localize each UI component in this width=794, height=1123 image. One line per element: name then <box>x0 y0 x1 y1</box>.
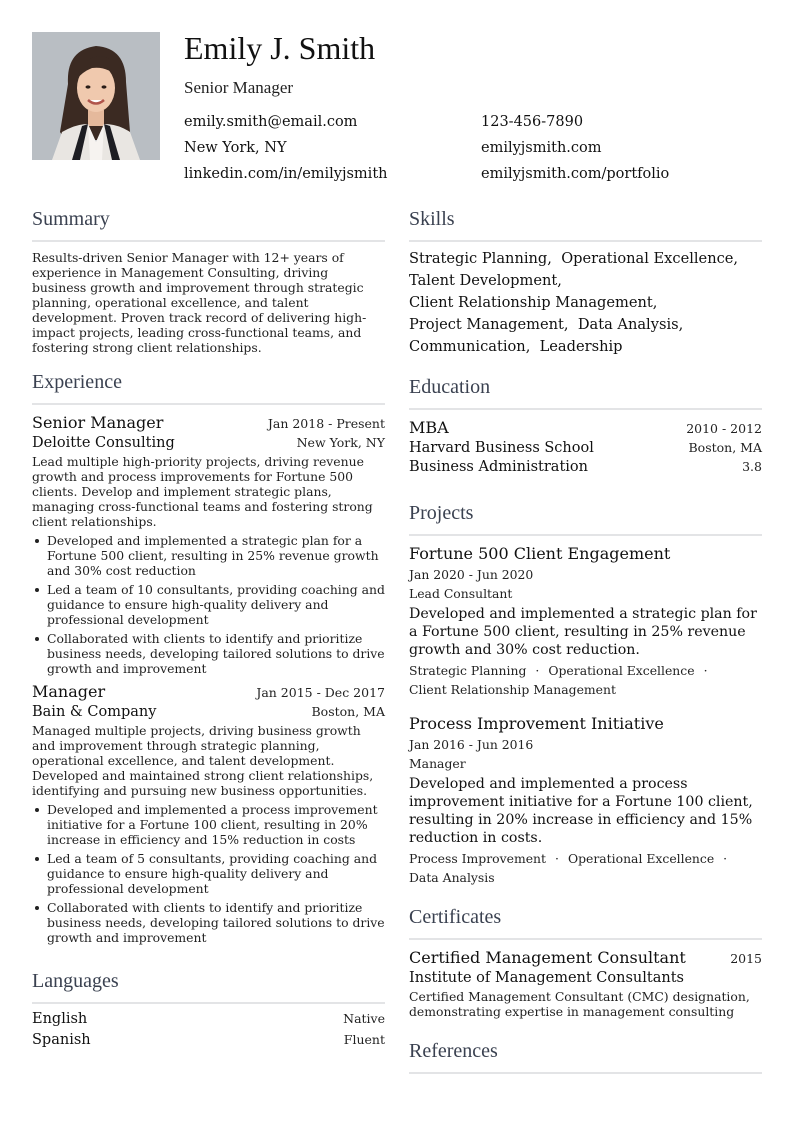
candidate-name: Emily J. Smith <box>184 30 376 66</box>
project-tag: Strategic Planning <box>409 663 527 678</box>
language-level: Fluent <box>343 1032 385 1047</box>
location-text: New York, NY <box>184 140 287 156</box>
project-dates: Jan 2016 - Jun 2016 <box>409 737 534 752</box>
job-title: Manager <box>32 682 106 701</box>
project-description: Developed and implemented a process improvement initiative for a Fortune 100 client, resulting in 20% increase in efficiency and 15% reduction in costs. <box>409 776 753 846</box>
skill-item: Client Relationship Management <box>409 294 653 311</box>
language-item <box>32 1011 385 1027</box>
summary-heading: Summary <box>32 208 110 230</box>
project-tag: Operational Excellence <box>548 663 695 678</box>
language-name: English <box>32 1011 88 1027</box>
skill-item: Strategic Planning <box>409 250 548 267</box>
project-tag: Client Relationship Management <box>409 682 616 697</box>
job-bullet: Developed and implemented a strategic plan for a Fortune 500 client, resulting in 25% revenue growth and 30% cost reduction <box>32 533 385 578</box>
job-title: Senior Manager <box>32 413 164 432</box>
profile-photo <box>32 32 160 160</box>
projects-divider <box>409 534 762 536</box>
skills-heading: Skills <box>409 208 455 230</box>
school-name: Harvard Business School <box>409 440 594 456</box>
job-entry <box>32 413 385 680</box>
project-entry <box>409 544 762 699</box>
language-name: Spanish <box>32 1032 91 1048</box>
language-item <box>32 1032 385 1048</box>
projects-heading: Projects <box>409 502 474 524</box>
job-company: Deloitte Consulting <box>32 435 175 451</box>
languages-heading: Languages <box>32 970 119 992</box>
phone-number[interactable]: 123-456-7890 <box>481 114 584 130</box>
summary-text: Results-driven Senior Manager with 12+ years of experience in Management Consulting, driving business growth and improvement through strategic planning, operational excellence, and talent development. Proven track record of delivering high-impact projects, leading cross-functional teams, and fostering strong client relationships. <box>32 250 367 355</box>
skill-item: Data Analysis <box>577 316 679 333</box>
job-bullets <box>32 533 385 676</box>
project-tag: Process Improvement <box>409 851 546 866</box>
candidate-title: Senior Manager <box>184 78 294 97</box>
job-bullet: Collaborated with clients to identify and prioritize business needs, developing tailored solutions to drive growth and improvement <box>32 631 385 676</box>
skill-item: Leadership <box>539 338 623 355</box>
education-heading: Education <box>409 376 491 398</box>
job-dates: Jan 2018 - Present <box>267 416 385 431</box>
project-tag: Data Analysis <box>409 870 495 885</box>
certificates-divider <box>409 938 762 940</box>
project-tag: Operational Excellence <box>567 851 715 866</box>
job-description: Managed multiple projects, driving business growth and improvement through strategic planning, operational excellence, and talent development. Developed and maintained strong client relationships, identifying and pursuing new business opportunities. <box>32 723 374 798</box>
project-description: Developed and implemented a strategic plan for a Fortune 500 client, resulting in 25% revenue growth and 30% cost reduction. <box>409 606 757 658</box>
skills-list: Strategic Planning, Operational Excellence, Talent Development, Client Relationship Management, Project Management, Data Analysis, Communication, Leadership <box>409 250 739 355</box>
experience-heading: Experience <box>32 371 122 393</box>
language-level: Native <box>343 1011 385 1026</box>
references-heading: References <box>409 1040 498 1062</box>
job-description: Lead multiple high-priority projects, driving revenue growth and process improvements for Fortune 500 clients. Develop and implement strategic plans, managing cross-functional teams and fostering strong client relationships. <box>32 454 373 529</box>
summary-divider <box>32 240 385 242</box>
project-tags: Process Improvement · Operational Excellence · Data Analysis <box>409 851 728 885</box>
job-location: New York, NY <box>296 435 385 450</box>
portrait-image <box>32 32 160 160</box>
project-entry <box>409 714 762 887</box>
job-company: Bain & Company <box>32 704 157 720</box>
portfolio-link[interactable]: emilyjsmith.com/portfolio <box>481 166 670 182</box>
project-role: Manager <box>409 756 466 771</box>
education-entry <box>409 418 762 475</box>
skill-item: Operational Excellence <box>561 250 734 267</box>
job-bullets <box>32 802 385 945</box>
education-divider <box>409 408 762 410</box>
project-tags: Strategic Planning · Operational Excellence · Client Relationship Management <box>409 663 708 697</box>
project-title: Fortune 500 Client Engagement <box>409 544 671 563</box>
project-role: Lead Consultant <box>409 586 513 601</box>
certificate-title: Certified Management Consultant <box>409 948 686 967</box>
job-bullet: Led a team of 5 consultants, providing coaching and guidance to ensure high-quality delivery and professional development <box>32 851 385 896</box>
linkedin-link[interactable]: linkedin.com/in/emilyjsmith <box>184 166 388 182</box>
job-dates: Jan 2015 - Dec 2017 <box>256 685 385 700</box>
school-location: Boston, MA <box>688 440 762 455</box>
field-of-study: Business Administration <box>409 459 588 475</box>
job-bullet: Developed and implemented a process improvement initiative for a Fortune 100 client, resulting in 20% increase in efficiency and 15% reduction in costs <box>32 802 385 847</box>
skill-item: Talent Development <box>409 272 558 289</box>
job-bullet: Collaborated with clients to identify and prioritize business needs, developing tailored solutions to drive growth and improvement <box>32 900 385 945</box>
certificates-heading: Certificates <box>409 906 502 928</box>
certificate-year: 2015 <box>730 951 762 966</box>
email-link[interactable]: emily.smith@email.com <box>184 114 358 130</box>
references-divider <box>409 1072 762 1074</box>
degree-name: MBA <box>409 418 449 437</box>
certificate-entry <box>409 948 762 1019</box>
job-entry <box>32 682 385 949</box>
job-bullet: Led a team of 10 consultants, providing coaching and guidance to ensure high-quality delivery and professional development <box>32 582 385 627</box>
languages-divider <box>32 1002 385 1004</box>
project-dates: Jan 2020 - Jun 2020 <box>409 567 534 582</box>
skill-item: Project Management <box>409 316 564 333</box>
language-list <box>32 1011 385 1048</box>
job-location: Boston, MA <box>311 704 385 719</box>
website-link[interactable]: emilyjsmith.com <box>481 140 602 156</box>
skill-item: Communication <box>409 338 526 355</box>
certificate-description: Certified Management Consultant (CMC) designation, demonstrating expertise in management consulting <box>409 989 750 1019</box>
experience-divider <box>32 403 385 405</box>
project-title: Process Improvement Initiative <box>409 714 664 733</box>
education-years: 2010 - 2012 <box>686 421 762 436</box>
skills-divider <box>409 240 762 242</box>
gpa-value: 3.8 <box>742 459 762 474</box>
certificate-issuer: Institute of Management Consultants <box>409 970 684 986</box>
